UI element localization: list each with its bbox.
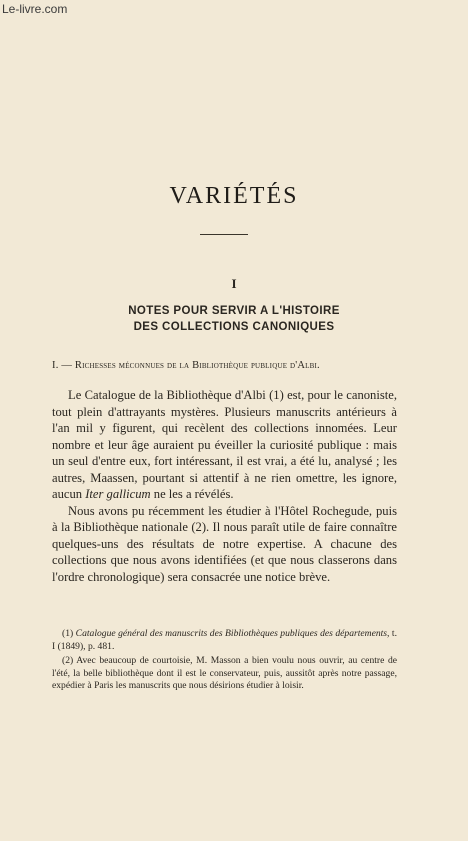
footnote-2: (2) Avec beaucoup de courtoisie, M. Masson a bien voulu nous ouvrir, au centre de l'été, la belle bibliothèque dont il est le conservateur, puis, aussitôt après notre passage, expédier à Paris les manuscrits que nous désirions étudier à loisir. <box>52 655 397 692</box>
footnote-1-rest: t. I (1849), p. 481. <box>52 628 397 652</box>
section-heading: I. — Richesses méconnues de la Bibliothèque publique d'Albi. <box>52 360 320 371</box>
chapter-subtitle <box>0 303 468 335</box>
footnotes <box>52 628 397 695</box>
footnote-1 <box>52 628 397 653</box>
title-divider <box>200 234 248 235</box>
body-text <box>52 387 397 585</box>
paragraph-1-italic: Iter gallicum <box>85 487 151 501</box>
page-title: VARIÉTÉS <box>169 183 299 209</box>
paragraph-1 <box>52 387 397 503</box>
footnote-1-marker: (1) <box>62 628 74 639</box>
paragraph-1-end: ne les a révélés. <box>150 487 234 501</box>
site-watermark: Le-livre.com <box>2 2 68 16</box>
subtitle-line-2: DES COLLECTIONS CANONIQUES <box>133 321 335 333</box>
footnote-1-title: Catalogue général des manuscrits des Bibliothèques publiques des départements, <box>75 628 390 639</box>
paragraph-1-text: Le Catalogue de la Bibliothèque d'Albi (1) est, pour le canoniste, tout plein d'attrayants mystères. Plusieurs manuscrits antérieurs à l'an mil y figurent, qui recèlent des collections innomées. Leur nombre et leur âge auraient pu éveiller la curiosité publique : mais un seul d'entre eux, fort intéressant, il est vrai, a été lu, analysé ; les autres, Maassen, pourtant si attentif à ne rien omettre, les ignore, aucun <box>52 388 397 501</box>
subtitle-line-1: NOTES POUR SERVIR A L'HISTOIRE <box>128 305 340 317</box>
chapter-number: I <box>231 276 237 291</box>
paragraph-2: Nous avons pu récemment les étudier à l'Hôtel Rochegude, puis à la Bibliothèque nationale (2). Il nous paraît utile de faire connaître quelques-uns des résultats de notre expertise. A chacune des collections que nous avons identifiées (et que nous classerons dans l'ordre chronologique) sera consacrée une notice brève. <box>52 503 397 584</box>
